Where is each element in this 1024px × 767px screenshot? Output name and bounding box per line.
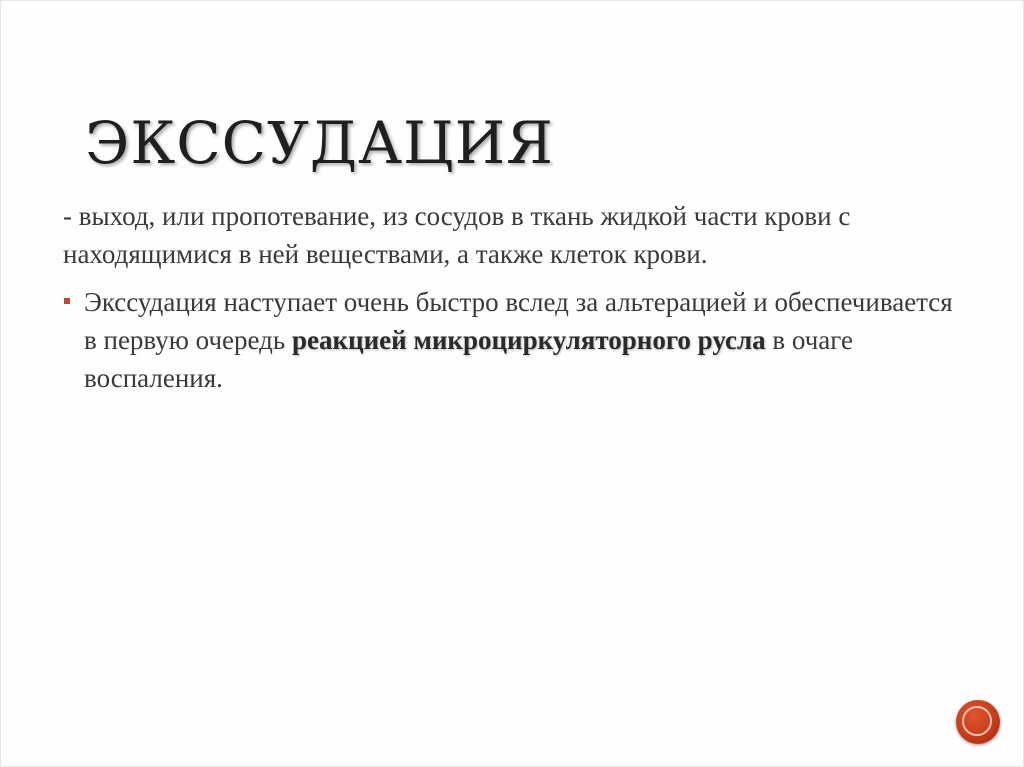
bullet-square-icon	[64, 298, 70, 304]
slide-body	[63, 197, 963, 397]
bullet-item	[63, 283, 963, 397]
bullet-text-bold: реакцией микроциркуляторного русла	[291, 325, 766, 355]
slide-title: ЭКССУДАЦИЯ	[85, 109, 555, 177]
circle-nav-icon[interactable]	[956, 700, 1000, 744]
bullet-text-start: Экссудация наступает очень быстро вслед за альтерацией и обеспечивается в первую очередь	[84, 287, 953, 355]
definition-text: - выход, или пропотевание, из сосудов в ткань жидкой части крови с находящимися в ней веществами, а также клеток крови.	[63, 201, 851, 269]
bullet-text-end: в очаге воспаления.	[84, 325, 853, 393]
